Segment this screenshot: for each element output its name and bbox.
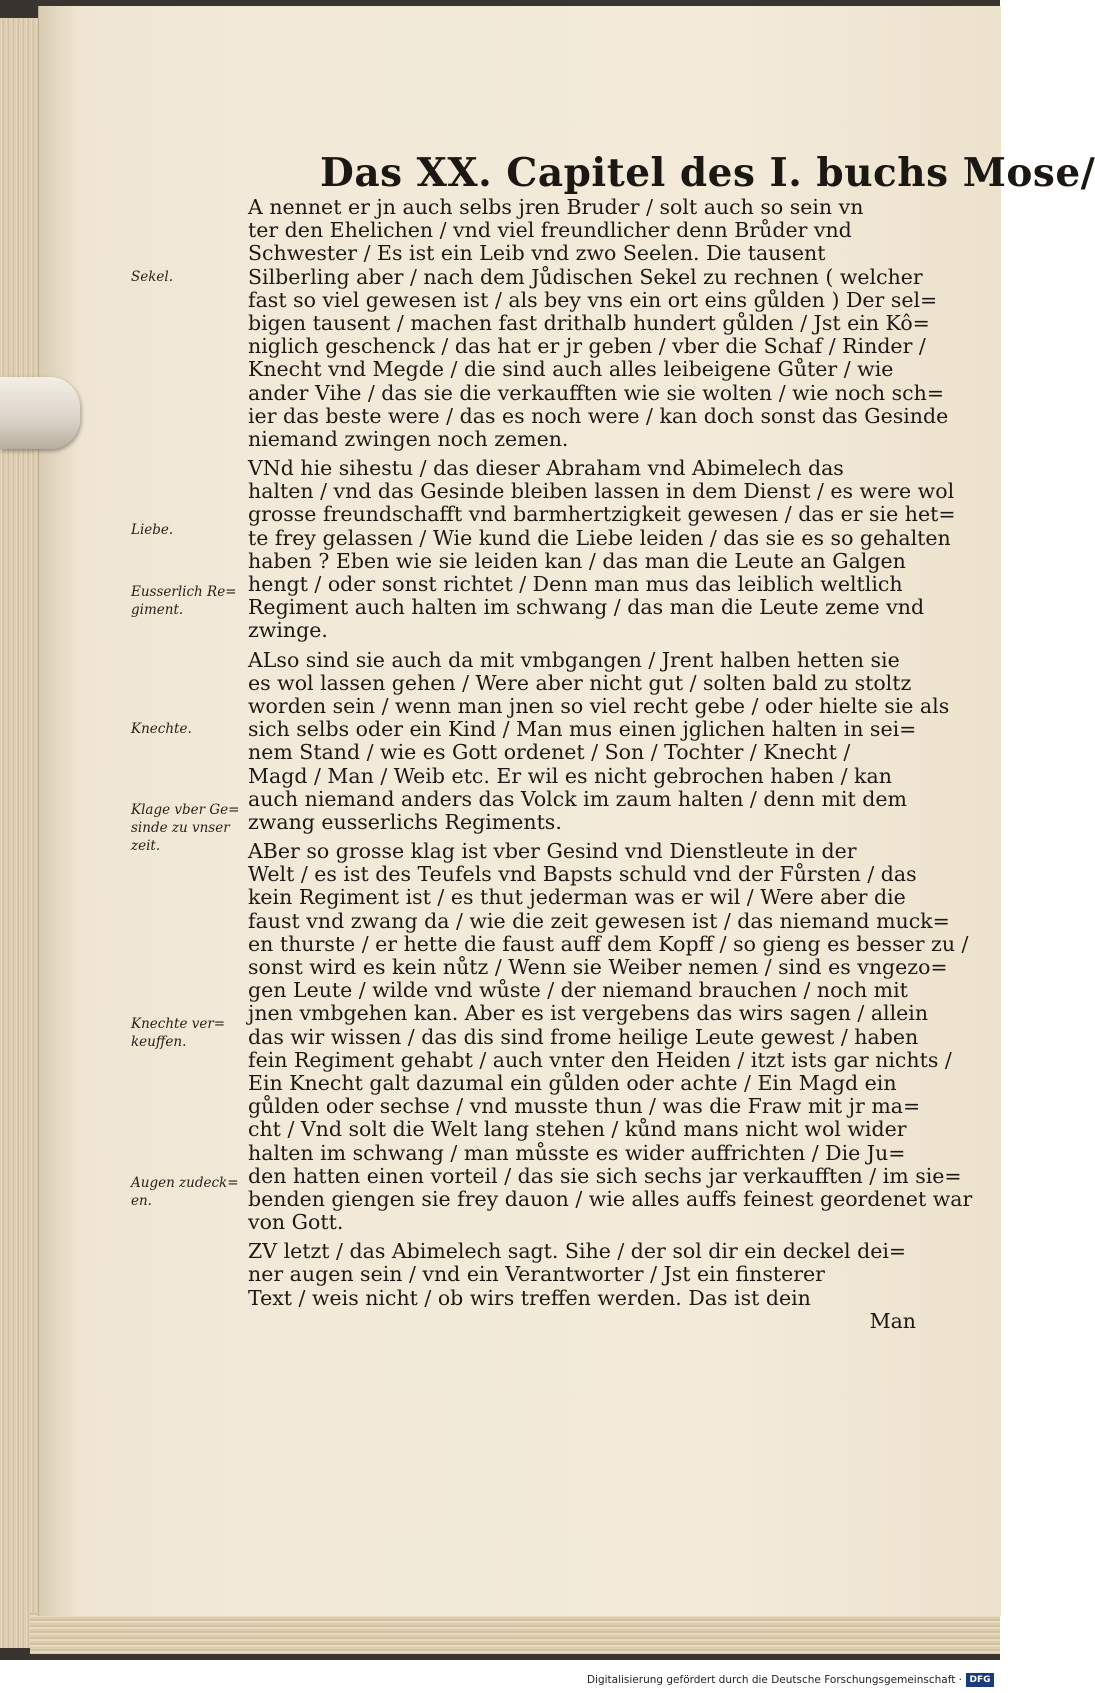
text-line: en thurste / er hette die faust auff dem Kopff / so gieng es besser zu / — [248, 931, 969, 956]
text-line: haben ? Eben wie sie leiden kan / das man die Leute an Galgen — [248, 548, 906, 573]
text-line: gůlden oder sechse / vnd musste thun / was die Fraw mit jr ma= — [248, 1094, 921, 1119]
text-line: Magd / Man / Weib etc. Er wil es nicht gebrochen haben / kan — [248, 763, 892, 788]
margin-note-line: Klage vber Ge= — [131, 802, 240, 818]
dfg-logo-icon: DFG — [966, 1673, 994, 1687]
margin-note-line: keuffen. — [131, 1034, 187, 1050]
margin-note-line: Knechte ver= — [131, 1016, 226, 1032]
margin-note — [131, 1174, 247, 1210]
text-line: zwinge. — [248, 618, 328, 643]
text-line: kein Regiment ist / es thut jederman was er wil / Were aber die — [248, 885, 906, 910]
text-line: niglich geschenck / das hat er jr geben / vber die Schaf / Rinder / — [248, 334, 926, 359]
text-line: fein Regiment gehabt / auch vnter den Heiden / itzt ists gar nichts / — [248, 1047, 952, 1072]
margin-note-line: zeit. — [131, 838, 161, 854]
text-line: niemand zwingen noch zemen. — [248, 426, 569, 451]
text-line: ner augen sein / vnd ein Verantworter / Jst ein finsterer — [248, 1262, 825, 1287]
text-line: von Gott. — [248, 1210, 344, 1235]
margin-note-line: Sekel. — [131, 269, 174, 285]
text-line: ander Vihe / das sie die verkaufften wie sie wolten / wie noch sch= — [248, 380, 945, 405]
text-line: es wol lassen gehen / Were aber nicht gut / solten bald zu stoltz — [248, 670, 912, 695]
margin-note — [131, 801, 247, 855]
text-line: Ein Knecht galt dazumal ein gůlden oder achte / Ein Magd ein — [248, 1070, 897, 1095]
digitization-footer: Digitalisierung gefördert durch die Deutsche Forschungsgemeinschaft · — [586, 1674, 962, 1686]
margin-note — [131, 268, 247, 286]
text-line: auch niemand anders das Volck im zaum halten / denn mit dem — [248, 786, 907, 811]
margin-note — [131, 720, 247, 738]
text-line: worden sein / wenn man jnen so viel recht gebe / oder hielte sie als — [248, 693, 950, 718]
text-line: Regiment auch halten im schwang / das man die Leute zeme vnd — [248, 595, 925, 620]
text-line: sonst wird es kein nůtz / Wenn sie Weiber nemen / sind es vngezo= — [248, 955, 948, 979]
margin-note — [131, 583, 247, 619]
text-line: sich selbs oder ein Kind / Man mus einen jglichen halten in sei= — [248, 717, 917, 742]
text-line: VNd hie sihestu / das dieser Abraham vnd Abimelech das — [248, 456, 844, 481]
text-line: hengt / oder sonst richtet / Denn man mus das leiblich weltlich — [248, 572, 903, 596]
margin-note-line: Eusserlich Re= — [131, 584, 237, 600]
chapter-heading: Das XX. Capitel des I. buchs Mose/ — [320, 150, 1095, 196]
text-line: A nennet er jn auch selbs jren Bruder / solt auch so sein vn — [248, 195, 864, 219]
margin-note-line: giment. — [131, 602, 184, 618]
text-line: Text / weis nicht / ob wirs treffen werden. Das ist dein — [248, 1285, 811, 1310]
text-line: ier das beste were / das es noch were / kan doch sonst das Gesinde — [248, 403, 949, 428]
text-line: halten im schwang / man můsste es wider auffrichten / Die Ju= — [248, 1140, 906, 1165]
margin-note-line: Knechte. — [131, 721, 192, 737]
text-line: cht / Vnd solt die Welt lang stehen / kůnd mans nicht wol wider — [248, 1117, 907, 1142]
margin-note-line: Augen zudeck= — [131, 1175, 239, 1191]
text-line: ABer so grosse klag ist vber Gesind vnd Dienstleute in der — [248, 839, 857, 864]
margin-note — [131, 521, 247, 539]
text-line: bigen tausent / machen fast drithalb hundert gůlden / Jst ein Kô= — [248, 310, 930, 335]
text-line: Silberling aber / nach dem Jůdischen Sekel zu rechnen ( welcher — [248, 264, 923, 289]
text-line: jnen vmbgehen kan. Aber es ist vergebens das wirs sagen / allein — [248, 1001, 929, 1026]
margin-note-line: en. — [131, 1193, 152, 1209]
bottom-page-edges — [30, 1612, 1000, 1654]
text-line: gen Leute / wilde vnd wůste / der niemand brauchen / noch mit — [248, 978, 908, 1003]
text-line: grosse freundschafft vnd barmhertzigkeit gewesen / das er sie het= — [248, 502, 956, 527]
text-line: Schwester / Es ist ein Leib vnd zwo Seelen. Die tausent — [248, 241, 826, 266]
text-line: ter den Ehelichen / vnd viel freundlicher denn Brůder vnd — [248, 218, 852, 243]
text-line: zwang eusserlichs Regiments. — [248, 809, 562, 834]
bookmark-ribbon — [0, 377, 80, 449]
margin-note — [131, 1015, 247, 1051]
text-line: faust vnd zwang da / wie die zeit gewesen ist / das niemand muck= — [248, 908, 950, 933]
text-line: halten / vnd das Gesinde bleiben lassen in dem Dienst / es were wol — [248, 479, 955, 504]
catchword: Man — [869, 1308, 916, 1333]
text-line: nem Stand / wie es Gott ordenet / Son / Tochter / Knecht / — [248, 740, 851, 765]
body-text — [248, 195, 973, 1333]
text-line: ALso sind sie auch da mit vmbgangen / Jrent halben hetten sie — [248, 647, 900, 672]
text-line: ZV letzt / das Abimelech sagt. Sihe / der sol dir ein deckel dei= — [248, 1239, 907, 1264]
text-line: den hatten einen vorteil / das sie sich sechs jar verkaufften / im sie= — [248, 1163, 962, 1188]
text-line: Welt / es ist des Teufels vnd Bapsts schuld vnd der Fůrsten / das — [248, 862, 917, 887]
margin-note-line: sinde zu vnser — [131, 820, 230, 836]
text-line: das wir wissen / das dis sind frome heilige Leute gewest / haben — [248, 1024, 919, 1049]
text-line: fast so viel gewesen ist / als bey vns ein ort eins gůlden ) Der sel= — [248, 287, 938, 312]
text-line: te frey gelassen / Wie kund die Liebe leiden / das sie es so gehalten — [248, 525, 951, 550]
text-line: Knecht vnd Megde / die sind auch alles leibeigene Gůter / wie — [248, 357, 894, 382]
margin-note-line: Liebe. — [131, 522, 174, 538]
text-line: benden giengen sie frey dauon / wie alles auffs feinest geordenet war — [248, 1186, 973, 1211]
